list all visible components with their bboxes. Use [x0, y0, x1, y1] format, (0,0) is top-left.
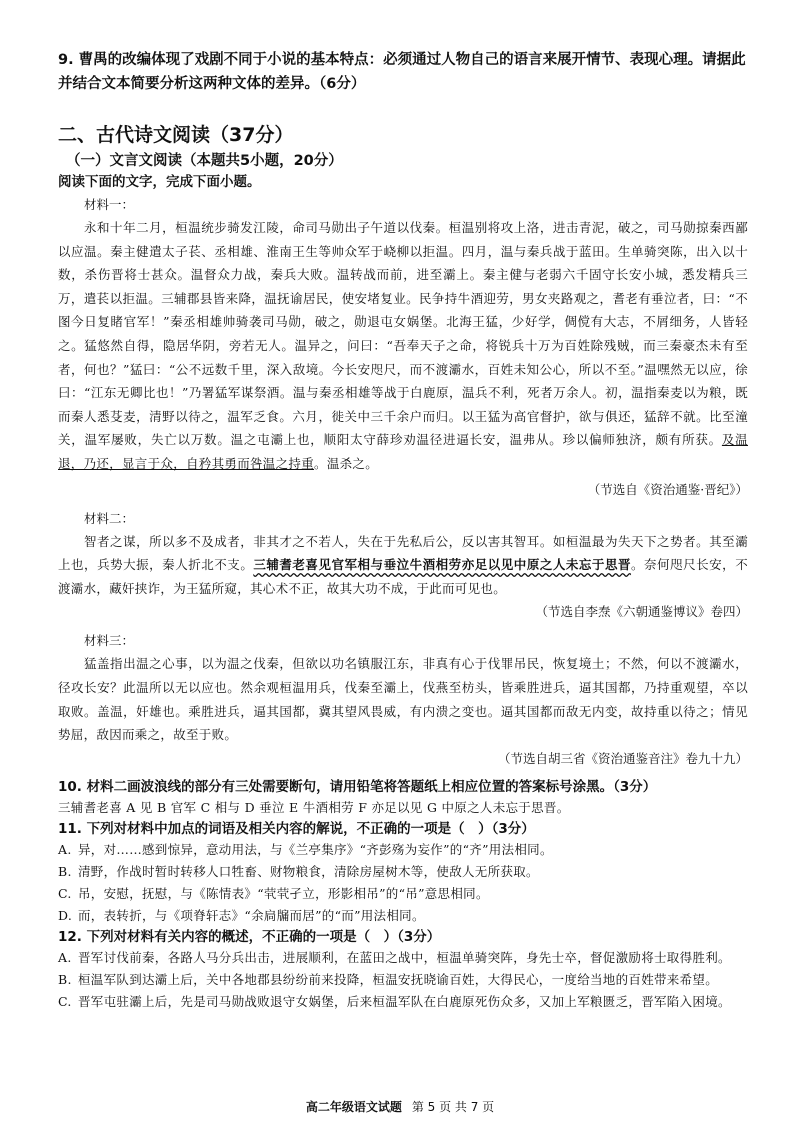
material-2-text	[58, 530, 748, 601]
question-10-head: 10. 材料二画波浪线的部分有三处需要断句，请用铅笔将答题纸上相应位置的答案标号涂黑。（3分）	[58, 778, 657, 795]
question-12-head: 12. 下列对材料有关内容的概述，不正确的一项是（ ）（3分）	[58, 928, 441, 945]
question-11-option-b[interactable]: B. 清野，作战时暂时转移人口牲畜、财物粮食，清除房屋树木等，使敌人无所获取。	[58, 863, 539, 879]
question-11-head: 11. 下列对材料中加点的词语及相关内容的解说，不正确的一项是（ ）（3分）	[58, 820, 535, 837]
question-11-option-c[interactable]: C. 吊，安慰，抚慰，与《陈情表》“茕茕孑立，形影相吊”的“吊”意思相同。	[58, 885, 489, 901]
question-9: 9. 曹禺的改编体现了戏剧不同于小说的基本特点：必须通过人物自己的语言来展开情节、表现心理。请据此并结合文本简要分析这两种文体的差异。（6分）	[58, 52, 746, 92]
material-1-tail: 。温杀之。	[314, 455, 379, 471]
question-10-text: 三辅耆老喜 A 见 B 官军 C 相与 D 垂泣 E 牛酒相劳 F 亦足以见 G 中原之人未忘于思晋。	[58, 799, 570, 815]
material-3-text: 猛盖指出温之心事，以为温之伐秦，但欲以功名镇服江东，非真有心于伐罪吊民，恢复境土；不然，何以不渡灞水，径攻长安？此温所以无以应也。然余观桓温用兵，伐秦至灞上，伐燕至枋头，皆乘胜进兵，逼其国都，乃持重观望，卒以取败。盖温，奸雄也。乘胜进兵，逼其国都，冀其望风畏威，有内溃之变也。逼其国都而敌无内变，故持重以待之；情见势屈，敌因而乘之，故至于败。	[58, 656, 748, 743]
question-11-option-a[interactable]: A. 异，对……感到惊异，意动用法，与《兰亭集序》“齐彭殇为妄作”的“齐”用法相同。	[58, 841, 553, 857]
question-11-option-d[interactable]: D. 而，表转折，与《项脊轩志》“余扃牖而居”的“而”用法相同。	[58, 907, 425, 923]
material-2-body-a: 智者之谋，所以多不及成者，非其才之不若人，失在于先私后公，反以害其智耳。如桓温最为失天下之势者。其至灞上也，兵势大振，秦人折北不支。	[58, 533, 748, 573]
section-subtitle: （一）文言文阅读（本题共5小题，20分）	[66, 153, 343, 169]
material-2-label: 材料二：	[84, 510, 135, 526]
footer-title: 高二年级语文试题	[305, 1100, 402, 1114]
material-2-wavy: 三辅耆老喜见官军相与垂泣牛酒相劳亦足以见中原之人未忘于思晋	[253, 557, 632, 573]
material-1-label: 材料一：	[84, 197, 135, 212]
reading-instruction: 阅读下面的文字，完成下面小题。	[58, 174, 261, 190]
material-1-text	[58, 216, 748, 476]
exam-page	[58, 48, 748, 1013]
material-2-source: （节选自李焘《六朝通鉴博议》卷四）	[535, 604, 748, 620]
page-footer	[0, 1098, 800, 1115]
footer-page-number: 第 5 页 共 7 页	[411, 1100, 495, 1114]
question-12-option-a[interactable]: A. 晋军讨伐前秦，各路人马分兵出击，进展顺利，在蓝田之战中，桓温单骑突阵，身先士卒，督促激励将士取得胜利。	[58, 949, 731, 965]
section-title: 二、古代诗文阅读（37分）	[58, 124, 294, 146]
material-2-body-b: 。奈何咫尺长安，不渡灞水，藏奸挟诈，为王猛所窥，其心术不正，故其大功不成，于此而可见也。	[58, 557, 748, 596]
material-3-label: 材料三：	[84, 633, 135, 649]
question-12-option-c[interactable]: C. 晋军屯驻灞上后，先是司马勋战败退守女娲堡，后来桓温军队在白鹿原死伤众多，又加上军粮匮乏，晋军陷入困境。	[58, 993, 731, 1009]
material-1-source: （节选自《资治通鉴·晋纪》）	[587, 481, 748, 497]
material-1-underlined: 及温退，乃还，显言于众，自矜其勇而咎温之持重	[58, 432, 748, 471]
material-3-source: （节选自胡三省《资治通鉴音注》卷九十九）	[497, 750, 748, 766]
material-1-body: 永和十年二月，桓温统步骑发江陵，命司马勋出子午道以伐秦。桓温别将攻上洛，进击青泥，破之，司马勋掠秦西鄙以应温。秦主健遣太子苌、丞相雄、淮南王生等帅众军于峣柳以拒温。四月，温与秦兵战于蓝田。生单骑突陈，出入以十数，杀伤晋将士甚众。温督众力战，秦兵大败。温转战而前，进至灞上。秦主健与老弱六千固守长安小城，悉发精兵三万，遣苌以拒温。三辅郡县皆来降，温抚谕居民，使安堵复业。民争持牛酒迎劳，男女夹路观之，耆老有垂泣者，曰：“不图今日复睹官军！”秦丞相雄帅骑袭司马勋，破之，勋退屯女娲堡。北海王猛，少好学，倜傥有大志，不屑细务，人皆轻之。猛悠然自得，隐居华阴，旁若无人。温异之，问曰：“吾奉天子之命，将锐兵十万为百姓除残贼，而三秦豪杰未有至者，何也？”猛曰：“公不远数千里，深入敌境。今长安咫尺，而不渡灞水，百姓未知公心，所以不至。”温嘿然无以应，徐曰：“江东无卿比也！”乃署猛军谋祭酒。温与秦丞相雄等战于白鹿原，温兵不利，死者万余人。初，温指秦麦以为粮，既而秦人悉芟麦，清野以待之，温军乏食。六月，徙关中三千余户而归。以王猛为高官督护，欲与俱还，猛辞不就。比至潼关，温军屡败，失亡以万数。温之屯灞上也，顺阳太守薛珍劝温径进逼长安，温弗从。珍以偏师独济，颇有所获。	[58, 220, 748, 448]
question-12-option-b[interactable]: B. 桓温军队到达灞上后，关中各地郡县纷纷前来投降，桓温安抚晓谕百姓，大得民心，一度给当地的百姓带来希望。	[58, 971, 719, 987]
